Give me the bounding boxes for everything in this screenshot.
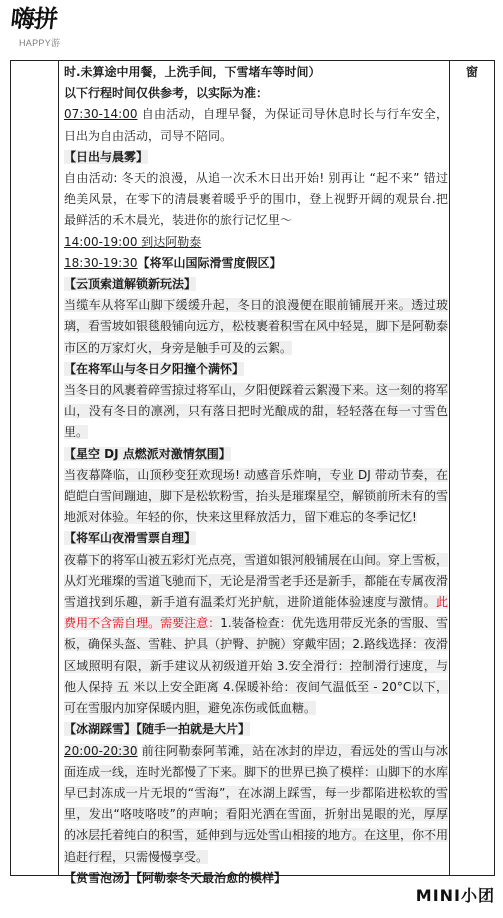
cable-car-heading [64,274,448,295]
night-ski-paragraph [64,550,448,720]
sunrise-heading [64,147,448,168]
dj-party-paragraph [64,465,448,529]
sunset-paragraph [64,380,448,444]
reference-note: 以下行程时间仅供参考，以实际为准： [64,86,269,101]
cable-car-paragraph [64,295,448,359]
side-column [450,61,494,875]
ski-resort-schedule [64,253,448,274]
night-ski-fee-notice: 此费用不含需自理。需要注意： [64,595,448,631]
ice-lake-heading-text: 【冰湖踩雪】【随手一拍就是大片】 [64,722,251,737]
sunset-text: 当冬日的风裹着碎雪掠过将军山，夕阳便踩着云絮漫下来。这一刻的将军山，没有冬日的凛冽，只有落日把时光酿成的甜，轻轻落在每一寸雪色里。 [64,383,449,440]
night-ski-safety-tips: 1.装备检查：优先选用带反光条的雪服、雪板，确保头盔、雪鞋、护具（护臀、护腕）穿戴牢固；2.路线选择：夜滑区域照明有限，新手建议从初级道开始 3.安全滑行：控制滑行速度，与他人保持 五 米以上安全距离 4.保暖补给：夜间气温低至 - 20°C以下，可在雪服内加穿保暖内胆，避免冻伤或低血糖。 [64,616,448,716]
dj-party-heading-text: 【星空 DJ 点燃派对激情氛围】 [64,446,231,461]
night-ski-heading [64,528,448,549]
sunrise-heading-text: 【日出与晨雾】 [64,149,149,164]
day-column [11,61,59,875]
hot-spring-heading-text: 【赏雪泡汤】【阿勒泰冬天最治愈的模样】 [64,870,287,885]
sunset-heading-text: 【在将军山与冬日夕阳撞个满怀】 [64,361,245,376]
night-ski-heading-text: 【将军山夜滑雪票自理】 [64,531,197,546]
footer-logo: MINI小团 [415,886,495,905]
hot-spring-heading [64,868,448,889]
side-column-text: 窗 [465,65,478,79]
morning-time: 07:30-14:00 [64,107,138,122]
ski-resort-title: 【将军山国际滑雪度假区】 [137,255,282,270]
transfer-schedule [64,232,448,253]
ice-lake-time: 20:00-20:30 [64,743,138,758]
ice-lake-heading [64,719,448,740]
cable-car-heading-text: 【云顶索道解锁新玩法】 [64,277,197,292]
brand-logo-sub: HAPPY游 [19,38,61,48]
night-ski-text: 夜幕下的将军山被五彩灯光点亮，雪道如银河般铺展在山间。穿上雪板，从灯光璀璨的雪道飞驰而下，无论是滑雪老手还是新手，都能在专属夜滑雪道找到乐趣，新手道有温柔灯光护航，进阶道能体验速度与激情。 [64,552,449,610]
morning-text: 自由活动，自理早餐，为保证司导休息时长与行车安全，日出为自由活动，司导不陪同。 [64,107,448,143]
sunrise-text: 自由活动: 冬天的浪漫，从追一次禾木日出开始! 别再让 “起不来” 错过绝美风景，在零下的清晨裹着暖乎乎的围巾，登上视野开阔的观景台.把最鲜活的禾木晨光，装进你的旅行记忆里～ [64,171,448,228]
morning-schedule [64,104,448,146]
itinerary-table [10,60,495,885]
itinerary-details [59,61,450,885]
transfer-text: 14:00-19:00 到达阿勒泰 [64,234,202,249]
ice-lake-paragraph [64,741,448,868]
cable-car-text: 当缆车从将军山脚下缓缓升起，冬日的浪漫便在眼前铺展开来。透过玻璃，看雪坡如银毯般铺向远方，松枝裹着积雪在风中轻晃，脚下是阿勒泰市区的万家灯火，身旁是触手可及的云絮。 [64,298,449,355]
brand-logo [10,3,70,55]
brand-logo-main: 嗨拼 [9,5,59,33]
continued-note: 时.未算途中用餐，上洗手间，下雪堵车等时间） [64,65,321,79]
ski-resort-time: 18:30-19:30 [64,255,138,270]
sunset-heading [64,359,448,380]
dj-party-text: 当夜幕降临，山顶秒变狂欢现场! 动感音乐炸响，专业 DJ 带动节奏，在皑皑白雪间蹦迪，脚下是松软粉雪，抬头是璀璨星空，解锁前所未有的雪地派对体验。年轻的你，快来这里释放活力，留下难忘的冬季记忆! [64,467,449,525]
ice-lake-text: 前往阿勒泰阿苇滩，站在冰封的岸边，看远处的雪山与冰面连成一线，连时光都慢了下来。脚下的世界已换了模样：山脚下的水库早已封冻成一片无垠的“雪海”，在冰湖上踩雪，每一步都陷进松软的雪里，发出“咯吱咯吱”的声响；看阳光洒在雪面，折射出晃眼的光，厚厚的冰层托着纯白的积雪，延伸到与远处雪山相接的地方。在这里，你不用追赶行程，只需慢慢享受。 [64,743,449,864]
dj-party-heading [64,444,448,465]
